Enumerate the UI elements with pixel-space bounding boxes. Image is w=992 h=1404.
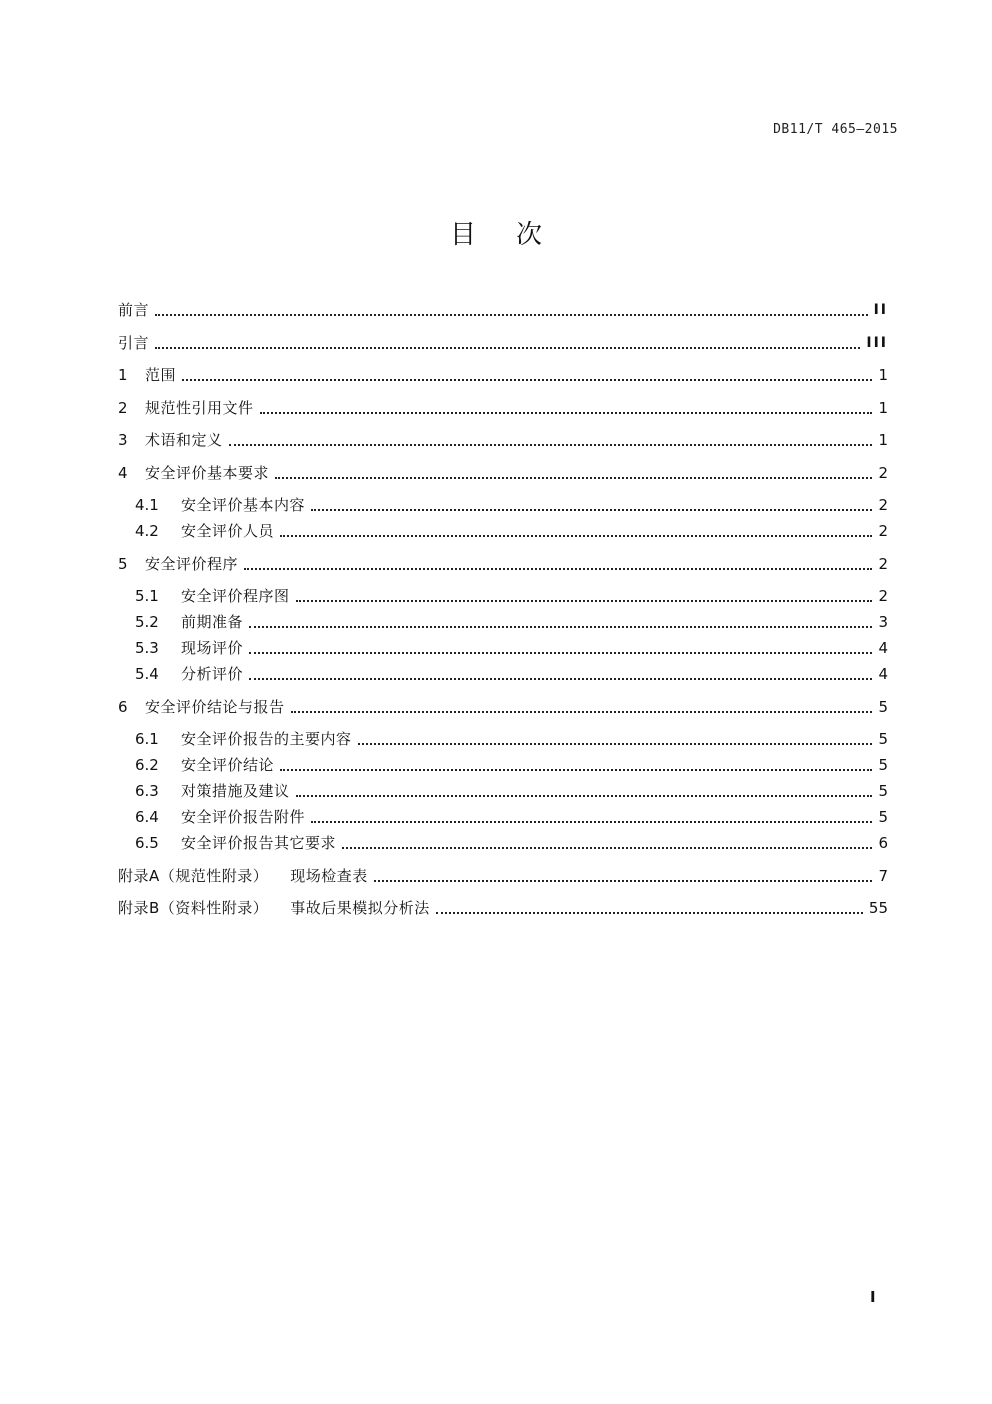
dot-leader [155,346,860,349]
toc-number: 6.1 [135,730,159,748]
dot-leader [260,411,873,414]
toc-label: 术语和定义 [145,431,223,449]
toc-number: 5.2 [135,613,159,631]
toc-entry-3[interactable] [118,428,888,452]
page-number: I [870,1288,876,1306]
toc-number: 6.5 [135,834,159,852]
toc-number: 4.2 [135,522,159,540]
toc-number: 6 [118,698,128,716]
toc-label: 附录B（资料性附录） [118,899,269,917]
toc-label: 安全评价程序 [145,555,239,573]
dot-leader [249,677,872,680]
toc-page: 2 [878,587,888,605]
toc-number: 6.4 [135,808,159,826]
toc-page: 5 [878,698,888,716]
toc-entry-5-4[interactable] [135,662,888,686]
toc-number: 5.4 [135,665,159,683]
document-code: DB11/T 465—2015 [773,122,898,137]
toc-page: 1 [878,431,888,449]
toc-label: 安全评价基本内容 [181,496,306,514]
toc-entry-4[interactable] [118,461,888,485]
dot-leader [291,710,873,713]
toc-page: 6 [878,834,888,852]
toc-entry-2[interactable] [118,396,888,420]
toc-label: 规范性引用文件 [145,399,254,417]
dot-leader [296,599,873,602]
toc-number: 5.3 [135,639,159,657]
dot-leader [249,625,872,628]
toc-label: 范围 [145,366,177,384]
toc-entry-foreword[interactable] [118,298,888,322]
toc-label: 安全评价结论 [181,756,275,774]
toc-label: 引言 [118,334,150,352]
toc-page: III [866,335,888,351]
dot-leader [280,534,872,537]
toc-entry-6-4[interactable] [135,805,888,829]
toc-entry-4-1[interactable] [135,493,888,517]
toc-entry-6-5[interactable] [135,831,888,855]
toc-number: 6.2 [135,756,159,774]
dot-leader [296,794,873,797]
toc-label: 现场评价 [181,639,244,657]
toc-label: 安全评价报告附件 [181,808,306,826]
toc-page: 3 [878,613,888,631]
dot-leader [342,846,872,849]
toc-page: 55 [868,899,888,917]
toc-label: 安全评价报告其它要求 [181,834,337,852]
toc-entry-5[interactable] [118,552,888,576]
toc-label: 安全评价报告的主要内容 [181,730,352,748]
toc-number: 4.1 [135,496,159,514]
dot-leader [244,567,872,570]
toc-page: 4 [878,639,888,657]
toc-number: 2 [118,399,128,417]
toc-entry-appendix-b[interactable] [118,896,888,920]
toc-page: 2 [878,496,888,514]
toc-label-title: 现场检查表 [290,867,368,885]
dot-leader [182,378,872,381]
toc-label: 附录A（规范性附录） [118,867,269,885]
toc-number: 1 [118,366,128,384]
toc-label: 安全评价程序图 [181,587,290,605]
dot-leader [311,508,872,511]
toc-number: 3 [118,431,128,449]
toc-page: 4 [878,665,888,683]
toc-entry-5-3[interactable] [135,636,888,660]
toc-entry-4-2[interactable] [135,519,888,543]
toc-entry-1[interactable] [118,363,888,387]
toc-page: 7 [878,867,888,885]
dot-leader [374,879,873,882]
toc-entry-appendix-a[interactable] [118,864,888,888]
toc-label: 分析评价 [181,665,244,683]
toc-page: 1 [878,399,888,417]
toc-number: 5.1 [135,587,159,605]
toc-label: 前言 [118,301,150,319]
toc-label: 安全评价人员 [181,522,275,540]
toc-number: 5 [118,555,128,573]
toc-page: 1 [878,366,888,384]
toc-entry-6[interactable] [118,695,888,719]
toc-label: 对策措施及建议 [181,782,290,800]
toc-entry-5-2[interactable] [135,610,888,634]
toc-entry-6-3[interactable] [135,779,888,803]
toc-label: 安全评价基本要求 [145,464,270,482]
toc-label: 安全评价结论与报告 [145,698,285,716]
toc-number: 4 [118,464,128,482]
toc-page: 5 [878,730,888,748]
toc-page: 5 [878,808,888,826]
toc-entry-introduction[interactable] [118,331,888,355]
toc-page: 2 [878,522,888,540]
toc-label-title: 事故后果模拟分析法 [290,899,430,917]
toc-page: 5 [878,782,888,800]
toc-number: 6.3 [135,782,159,800]
dot-leader [229,443,873,446]
toc-page: 2 [878,464,888,482]
toc-entry-6-1[interactable] [135,727,888,751]
toc-page: 2 [878,555,888,573]
dot-leader [358,742,873,745]
dot-leader [249,651,872,654]
toc-entry-5-1[interactable] [135,584,888,608]
dot-leader [280,768,872,771]
dot-leader [436,911,863,914]
page-title: 目次 [449,220,582,250]
dot-leader [275,476,872,479]
toc-entry-6-2[interactable] [135,753,888,777]
toc-page: II [873,302,888,318]
dot-leader [311,820,872,823]
toc-label: 前期准备 [181,613,244,631]
toc-page: 5 [878,756,888,774]
dot-leader [155,313,868,316]
